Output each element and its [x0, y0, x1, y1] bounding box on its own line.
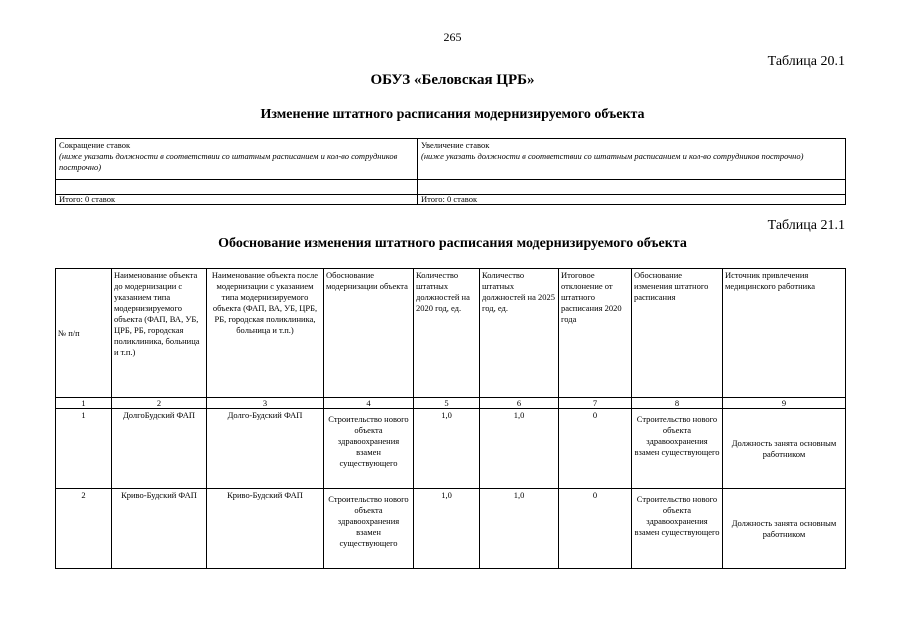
column-number: 5	[414, 398, 480, 409]
reduction-header: Сокращение ставок	[59, 140, 131, 150]
increase-note: (ниже указать должности в соответствии со штатным расписанием и кол-во сотрудников построчно)	[421, 151, 804, 161]
cell-positions-2025: 1,0	[480, 409, 559, 489]
header-total-deviation: Итоговое отклонение от штатного расписания 2020 года	[559, 269, 632, 398]
cell-positions-2025: 1,0	[480, 489, 559, 569]
justification-title: Обоснование изменения штатного расписания модернизируемого объекта	[218, 236, 687, 251]
cell-worker-source: Должность занята основным работником	[723, 409, 846, 489]
increase-header-cell	[418, 139, 846, 180]
cell-staffing-reason: Строительство нового объекта здравоохранения взамен существующего	[632, 489, 723, 569]
column-number: 4	[324, 398, 414, 409]
reduction-total: Итого: 0 ставок	[56, 195, 418, 205]
staffing-change-title: Изменение штатного расписания модернизируемого объекта	[260, 107, 645, 122]
cell-row-number: 2	[56, 489, 112, 569]
organization-title: ОБУЗ «Беловская ЦРБ»	[370, 72, 535, 88]
table-row	[56, 409, 846, 489]
cell-modernization-reason: Строительство нового объекта здравоохранения взамен существующего	[324, 409, 414, 489]
table-label-21-1: Таблица 21.1	[767, 218, 845, 233]
cell-positions-2020: 1,0	[414, 409, 480, 489]
cell-worker-source: Должность занята основным работником	[723, 489, 846, 569]
header-row-number: № п/п	[56, 269, 112, 398]
cell-object-before: Криво-Будский ФАП	[112, 489, 207, 569]
column-number: 8	[632, 398, 723, 409]
header-staffing-reason: Обоснование изменения штатного расписания	[632, 269, 723, 398]
reduction-empty-cell	[56, 180, 418, 195]
column-number: 9	[723, 398, 846, 409]
cell-modernization-reason: Строительство нового объекта здравоохранения взамен существующего	[324, 489, 414, 569]
cell-total-deviation: 0	[559, 409, 632, 489]
cell-object-before: ДолгоБудский ФАП	[112, 409, 207, 489]
table-label-20-1: Таблица 20.1	[767, 54, 845, 69]
increase-total: Итого: 0 ставок	[418, 195, 846, 205]
cell-object-after: Криво-Будский ФАП	[207, 489, 324, 569]
justification-table	[55, 268, 846, 569]
header-object-after: Наименование объекта после модернизации с указанием типа модернизируемого объекта (ФАП, ВА, УБ, ЦРБ, РБ, городская поликлиника, больница и т.п.)	[207, 269, 324, 398]
column-number: 2	[112, 398, 207, 409]
column-number: 3	[207, 398, 324, 409]
column-number: 6	[480, 398, 559, 409]
reduction-note: (ниже указать должности в соответствии со штатным расписанием и кол-во сотрудников построчно)	[59, 151, 398, 172]
header-object-before: Наименование объекта до модернизации с указанием типа модернизируемого объекта (ФАП, ВА, УБ, ЦРБ, РБ, городская поликлиника, больница и т.п.)	[112, 269, 207, 398]
header-positions-2025: Количество штатных должностей на 2025 год, ед.	[480, 269, 559, 398]
header-positions-2020: Количество штатных должностей на 2020 год, ед.	[414, 269, 480, 398]
page-number: 265	[443, 30, 462, 44]
cell-total-deviation: 0	[559, 489, 632, 569]
column-number: 1	[56, 398, 112, 409]
table-row	[56, 489, 846, 569]
cell-object-after: Долго-Будский ФАП	[207, 409, 324, 489]
cell-staffing-reason: Строительство нового объекта здравоохранения взамен существующего	[632, 409, 723, 489]
cell-positions-2020: 1,0	[414, 489, 480, 569]
staffing-change-table	[55, 138, 846, 205]
cell-row-number: 1	[56, 409, 112, 489]
reduction-header-cell	[56, 139, 418, 180]
increase-empty-cell	[418, 180, 846, 195]
increase-header: Увеличение ставок	[421, 140, 490, 150]
header-worker-source: Источник привлечения медицинского работника	[723, 269, 846, 398]
column-number: 7	[559, 398, 632, 409]
header-modernization-reason: Обоснование модернизации объекта	[324, 269, 414, 398]
